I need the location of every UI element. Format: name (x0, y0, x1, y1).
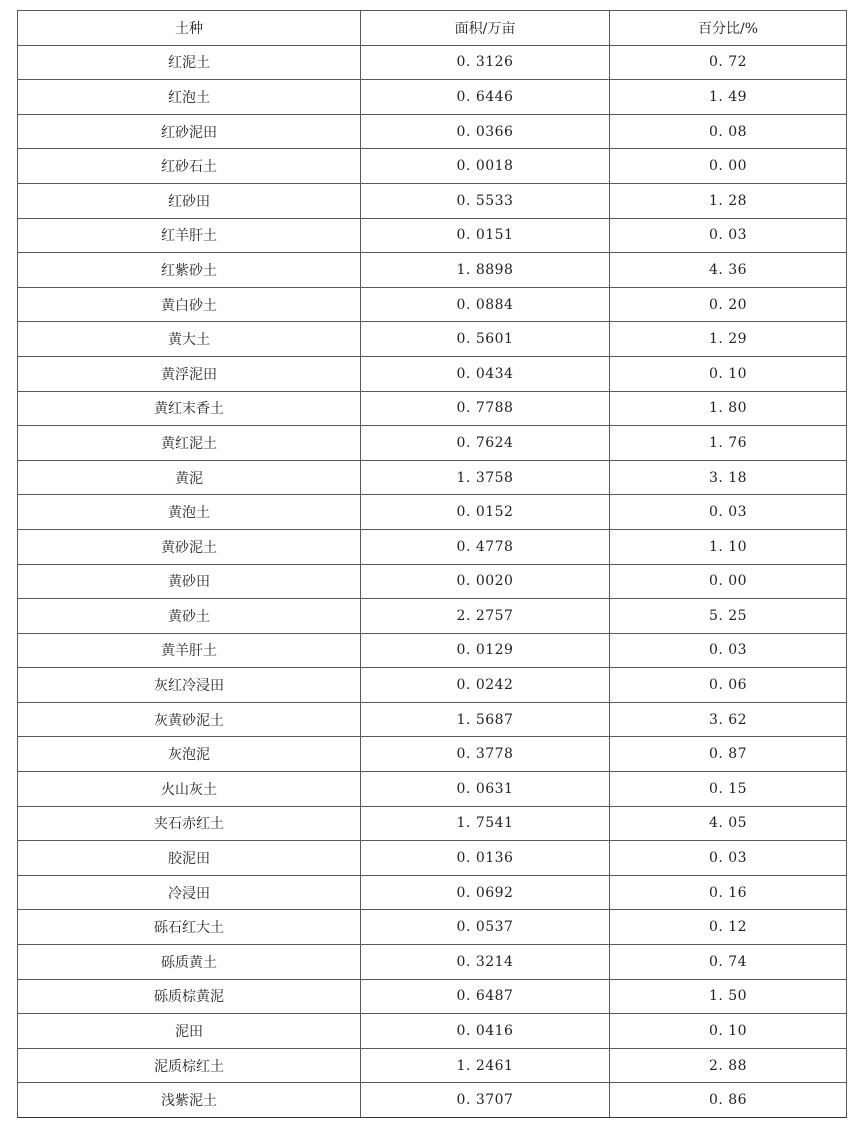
table-row (18, 391, 847, 426)
soil-type-cell: 砾质棕黄泥 (18, 979, 361, 1014)
area-cell: 0. 3707 (361, 1083, 610, 1118)
table-row (18, 356, 847, 391)
area-cell: 0. 0884 (361, 287, 610, 322)
area-cell: 1. 3758 (361, 460, 610, 495)
soil-type-cell: 冷浸田 (18, 875, 361, 910)
percentage-cell: 0. 03 (610, 841, 847, 876)
soil-type-cell: 夹石赤红土 (18, 806, 361, 841)
area-cell: 0. 0151 (361, 218, 610, 253)
soil-type-cell: 黄羊肝土 (18, 633, 361, 668)
table-row (18, 668, 847, 703)
table-body (18, 45, 847, 1117)
percentage-cell: 4. 05 (610, 806, 847, 841)
area-cell: 0. 7624 (361, 426, 610, 461)
area-cell: 0. 0129 (361, 633, 610, 668)
table-row (18, 149, 847, 184)
soil-type-cell: 浅紫泥土 (18, 1083, 361, 1118)
percentage-cell: 1. 29 (610, 322, 847, 357)
percentage-cell: 0. 74 (610, 945, 847, 980)
table-row (18, 322, 847, 357)
table-row (18, 80, 847, 115)
area-cell: 0. 4778 (361, 529, 610, 564)
area-cell: 1. 8898 (361, 253, 610, 288)
percentage-cell: 4. 36 (610, 253, 847, 288)
table-row (18, 772, 847, 807)
area-cell: 1. 5687 (361, 702, 610, 737)
percentage-cell: 0. 10 (610, 1014, 847, 1049)
table-row (18, 114, 847, 149)
soil-type-cell: 黄大土 (18, 322, 361, 357)
area-cell: 0. 0136 (361, 841, 610, 876)
soil-type-cell: 红紫砂土 (18, 253, 361, 288)
soil-type-cell: 黄砂泥土 (18, 529, 361, 564)
table-row (18, 910, 847, 945)
area-cell: 0. 0020 (361, 564, 610, 599)
percentage-cell: 0. 87 (610, 737, 847, 772)
percentage-cell: 0. 72 (610, 45, 847, 80)
area-cell: 0. 0416 (361, 1014, 610, 1049)
header-soil-type: 土种 (18, 11, 361, 46)
table-row (18, 1014, 847, 1049)
soil-type-cell: 砾质黄土 (18, 945, 361, 980)
soil-type-cell: 黄砂田 (18, 564, 361, 599)
table-row (18, 183, 847, 218)
table-row (18, 945, 847, 980)
percentage-cell: 1. 49 (610, 80, 847, 115)
header-percentage: 百分比/% (610, 11, 847, 46)
area-cell: 1. 2461 (361, 1048, 610, 1083)
table-row (18, 979, 847, 1014)
percentage-cell: 2. 88 (610, 1048, 847, 1083)
soil-type-cell: 黄泡土 (18, 495, 361, 530)
soil-type-cell: 红砂石土 (18, 149, 361, 184)
table-row (18, 564, 847, 599)
percentage-cell: 0. 03 (610, 633, 847, 668)
table-row (18, 287, 847, 322)
soil-type-cell: 红砂泥田 (18, 114, 361, 149)
percentage-cell: 1. 50 (610, 979, 847, 1014)
area-cell: 0. 3214 (361, 945, 610, 980)
table-row (18, 1083, 847, 1118)
soil-type-cell: 泥质棕红土 (18, 1048, 361, 1083)
percentage-cell: 0. 06 (610, 668, 847, 703)
percentage-cell: 0. 00 (610, 149, 847, 184)
area-cell: 0. 0434 (361, 356, 610, 391)
area-cell: 2. 2757 (361, 599, 610, 634)
percentage-cell: 0. 03 (610, 495, 847, 530)
area-cell: 0. 3126 (361, 45, 610, 80)
soil-type-cell: 胶泥田 (18, 841, 361, 876)
table-row (18, 633, 847, 668)
table-row (18, 218, 847, 253)
percentage-cell: 0. 20 (610, 287, 847, 322)
area-cell: 0. 5533 (361, 183, 610, 218)
soil-type-cell: 红羊肝土 (18, 218, 361, 253)
area-cell: 0. 0018 (361, 149, 610, 184)
area-cell: 0. 0631 (361, 772, 610, 807)
soil-type-cell: 灰黄砂泥土 (18, 702, 361, 737)
soil-area-table (17, 10, 847, 1118)
soil-type-cell: 黄泥 (18, 460, 361, 495)
soil-type-cell: 红泥土 (18, 45, 361, 80)
percentage-cell: 1. 76 (610, 426, 847, 461)
table-header (18, 11, 847, 46)
table-row (18, 1048, 847, 1083)
area-cell: 0. 0366 (361, 114, 610, 149)
percentage-cell: 0. 08 (610, 114, 847, 149)
soil-type-cell: 红泡土 (18, 80, 361, 115)
table-row (18, 529, 847, 564)
table-row (18, 737, 847, 772)
percentage-cell: 1. 80 (610, 391, 847, 426)
table-row (18, 702, 847, 737)
percentage-cell: 0. 86 (610, 1083, 847, 1118)
area-cell: 0. 0242 (361, 668, 610, 703)
table-row (18, 253, 847, 288)
table-row (18, 841, 847, 876)
soil-type-cell: 黄浮泥田 (18, 356, 361, 391)
area-cell: 0. 6446 (361, 80, 610, 115)
soil-type-cell: 泥田 (18, 1014, 361, 1049)
percentage-cell: 0. 16 (610, 875, 847, 910)
area-cell: 0. 0537 (361, 910, 610, 945)
percentage-cell: 0. 15 (610, 772, 847, 807)
area-cell: 0. 0152 (361, 495, 610, 530)
area-cell: 0. 6487 (361, 979, 610, 1014)
percentage-cell: 5. 25 (610, 599, 847, 634)
soil-type-cell: 黄红末香土 (18, 391, 361, 426)
soil-type-cell: 黄白砂土 (18, 287, 361, 322)
percentage-cell: 3. 62 (610, 702, 847, 737)
table-row (18, 806, 847, 841)
percentage-cell: 0. 00 (610, 564, 847, 599)
percentage-cell: 3. 18 (610, 460, 847, 495)
percentage-cell: 1. 10 (610, 529, 847, 564)
soil-type-cell: 黄砂土 (18, 599, 361, 634)
area-cell: 1. 7541 (361, 806, 610, 841)
soil-type-cell: 红砂田 (18, 183, 361, 218)
soil-type-cell: 灰红冷浸田 (18, 668, 361, 703)
area-cell: 0. 5601 (361, 322, 610, 357)
table-row (18, 875, 847, 910)
soil-type-cell: 灰泡泥 (18, 737, 361, 772)
header-area: 面积/万亩 (361, 11, 610, 46)
soil-type-cell: 黄红泥土 (18, 426, 361, 461)
table-row (18, 45, 847, 80)
percentage-cell: 0. 12 (610, 910, 847, 945)
soil-type-cell: 砾石红大土 (18, 910, 361, 945)
table-row (18, 599, 847, 634)
area-cell: 0. 7788 (361, 391, 610, 426)
percentage-cell: 0. 03 (610, 218, 847, 253)
area-cell: 0. 0692 (361, 875, 610, 910)
percentage-cell: 1. 28 (610, 183, 847, 218)
table-row (18, 460, 847, 495)
soil-type-cell: 火山灰土 (18, 772, 361, 807)
table-row (18, 426, 847, 461)
area-cell: 0. 3778 (361, 737, 610, 772)
percentage-cell: 0. 10 (610, 356, 847, 391)
table-row (18, 495, 847, 530)
header-row (18, 11, 847, 46)
